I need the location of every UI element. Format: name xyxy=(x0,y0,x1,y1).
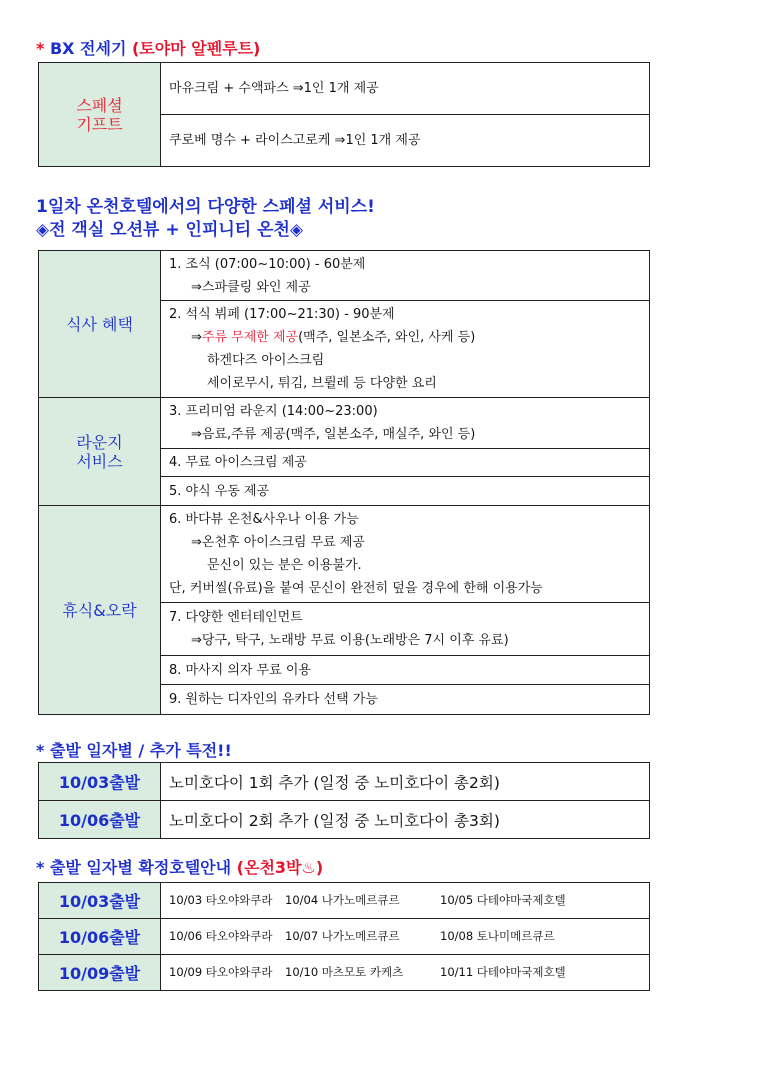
bonus-text-2: 노미호다이 2회 추가 (일정 중 노미호다이 총3회) xyxy=(161,801,650,839)
special-gift-label: 스페셜 기프트 xyxy=(39,63,161,167)
lounge-item-3: 3. 프리미엄 라운지 (14:00~23:00) ⇒음료,주류 제공(맥주, 일본소주, 매실주, 와인 등) xyxy=(161,398,650,449)
section3-title: * 출발 일자별 / 추가 특전!! xyxy=(36,741,232,760)
rest-item-8: 8. 마사지 의자 무료 이용 xyxy=(161,656,650,685)
special-gift-table xyxy=(38,62,650,167)
gift-row-1: 마유크림 + 수액파스 ⇒1인 1개 제공 xyxy=(161,63,650,115)
lounge-item-5: 5. 야식 우동 제공 xyxy=(161,477,650,506)
bonus-date-1: 10/03출발 xyxy=(39,763,161,801)
rest-item-6: 6. 바다뷰 온천&사우나 이용 가능 ⇒온천후 아이스크림 무료 제공 문신이 있는 분은 이용불가. 단, 커버씰(유료)을 붙여 문신이 완전히 덮을 경우에 한해 이용가능 xyxy=(161,506,650,603)
section2-title: 1일차 온천호텔에서의 다양한 스페셜 서비스! ◈전 객실 오션뷰 + 인피니티 온천◈ xyxy=(36,197,375,240)
lounge-item-4: 4. 무료 아이스크림 제공 xyxy=(161,449,650,477)
rest-item-9: 9. 원하는 디자인의 유카다 선택 가능 xyxy=(161,685,650,715)
lounge-label: 라운지 서비스 xyxy=(39,398,161,506)
departure-bonus-table xyxy=(38,762,650,839)
meal-label: 식사 혜택 xyxy=(39,251,161,398)
rest-label: 휴식&오락 xyxy=(39,506,161,715)
rest-item-7: 7. 다양한 엔터테인먼트 ⇒당구, 탁구, 노래방 무료 이용(노래방은 7시 이후 유료) xyxy=(161,603,650,656)
gift-row-2: 쿠로베 명수 + 라이스고로케 ⇒1인 1개 제공 xyxy=(161,115,650,167)
hotel-date-3: 10/09출발 xyxy=(39,955,161,991)
meal-item-1: 1. 조식 (07:00~10:00) - 60분제 ⇒스파클링 와인 제공 xyxy=(161,251,650,301)
service-table xyxy=(38,250,650,715)
hotel-date-1: 10/03출발 xyxy=(39,883,161,919)
section4-title: * 출발 일자별 확정호텔안내 (온천3박♨) xyxy=(36,858,324,877)
hotel-row-1: 10/03 타오야와쿠라 10/04 나가노메르큐르 10/05 다테야마국제호텔 xyxy=(161,883,650,919)
meal-item-2: 2. 석식 뷔페 (17:00~21:30) - 90분제 ⇒주류 무제한 제공(맥주, 일본소주, 와인, 사케 등) 하겐다즈 아이스크림 세이로무시, 튀김, 브륄레 등 다양한 요리 xyxy=(161,301,650,398)
bonus-date-2: 10/06출발 xyxy=(39,801,161,839)
hotel-table xyxy=(38,882,650,991)
bonus-text-1: 노미호다이 1회 추가 (일정 중 노미호다이 총2회) xyxy=(161,763,650,801)
section1-title: * BX 전세기 (토야마 알펜루트) xyxy=(36,39,261,58)
hotel-date-2: 10/06출발 xyxy=(39,919,161,955)
hotel-row-2: 10/06 타오야와쿠라 10/07 나가노메르큐르 10/08 토나미메르큐르 xyxy=(161,919,650,955)
hotel-row-3: 10/09 타오야와쿠라 10/10 마츠모토 카케츠 10/11 다테야마국제호텔 xyxy=(161,955,650,991)
